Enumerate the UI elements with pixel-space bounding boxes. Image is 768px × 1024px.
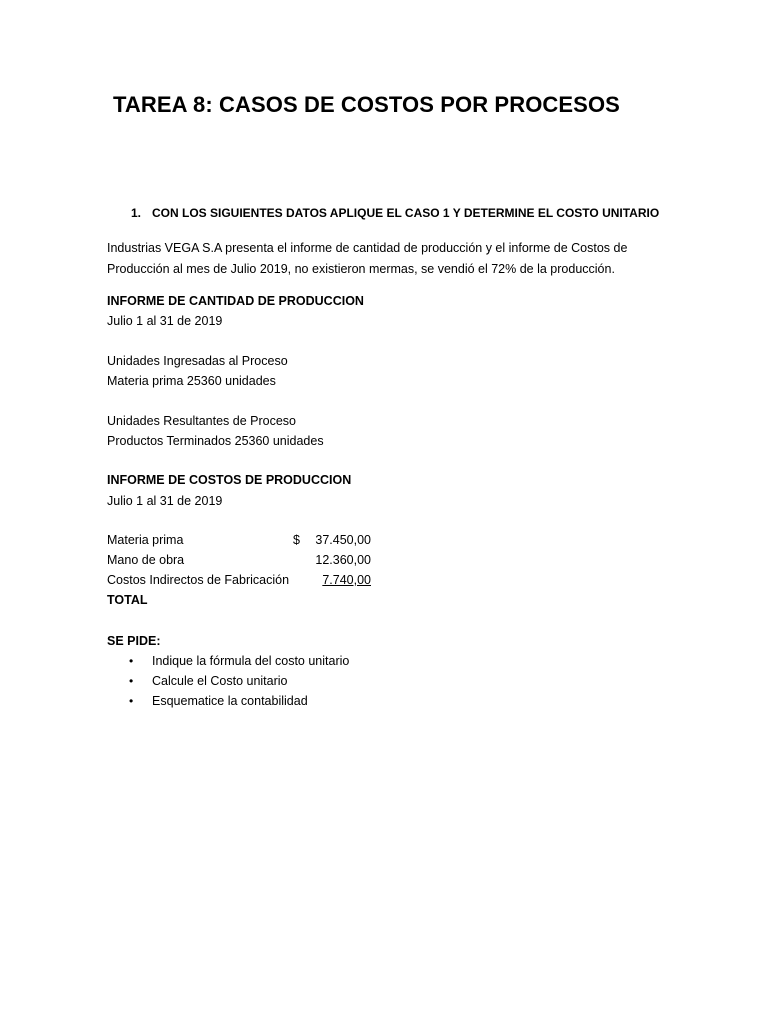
- list-item-text: Calcule el Costo unitario: [152, 674, 288, 688]
- intro-line-1: Industrias VEGA S.A presenta el informe de cantidad de producción y el informe de Costos de: [107, 241, 628, 255]
- bullet-icon: •: [129, 674, 134, 688]
- bullet-icon: •: [129, 694, 134, 708]
- question-heading: [131, 206, 659, 220]
- cost-report-heading: INFORME DE COSTOS DE PRODUCCION: [107, 473, 352, 487]
- input-units-heading: Unidades Ingresadas al Proceso: [107, 354, 288, 368]
- cost-total-label: TOTAL: [107, 593, 148, 607]
- cost-row-mano-de-obra: [107, 550, 377, 570]
- quantity-report-period: Julio 1 al 31 de 2019: [107, 314, 223, 328]
- cost-row-amount: 7.740,00: [322, 573, 371, 587]
- question-number: 1.: [131, 206, 142, 220]
- output-units-value: Productos Terminados 25360 unidades: [107, 434, 324, 448]
- quantity-report-heading: INFORME DE CANTIDAD DE PRODUCCION: [107, 294, 364, 308]
- currency-symbol: $: [293, 533, 300, 547]
- cost-row-amount: 12.360,00: [315, 553, 371, 567]
- cost-row-label: Materia prima: [107, 533, 184, 547]
- intro-line-2: Producción al mes de Julio 2019, no existieron mermas, se vendió el 72% de la producción.: [107, 262, 615, 276]
- bullet-icon: •: [129, 654, 134, 668]
- document-title: TAREA 8: CASOS DE COSTOS POR PROCESOS: [113, 92, 620, 117]
- question-text: CON LOS SIGUIENTES DATOS APLIQUE EL CASO 1 Y DETERMINE EL COSTO UNITARIO: [152, 206, 660, 220]
- input-units-value: Materia prima 25360 unidades: [107, 374, 276, 388]
- cost-row-label: Costos Indirectos de Fabricación: [107, 573, 290, 587]
- cost-row-label: Mano de obra: [107, 553, 185, 567]
- cost-report-period: Julio 1 al 31 de 2019: [107, 494, 223, 508]
- output-units-heading: Unidades Resultantes de Proceso: [107, 414, 297, 428]
- list-item-text: Esquematice la contabilidad: [152, 694, 308, 708]
- requirements-heading: SE PIDE:: [107, 634, 161, 648]
- list-item-text: Indique la fórmula del costo unitario: [152, 654, 350, 668]
- cost-row-costos-indirectos: [107, 570, 377, 590]
- cost-row-materia-prima: [107, 530, 377, 550]
- cost-row-amount: 37.450,00: [315, 533, 371, 547]
